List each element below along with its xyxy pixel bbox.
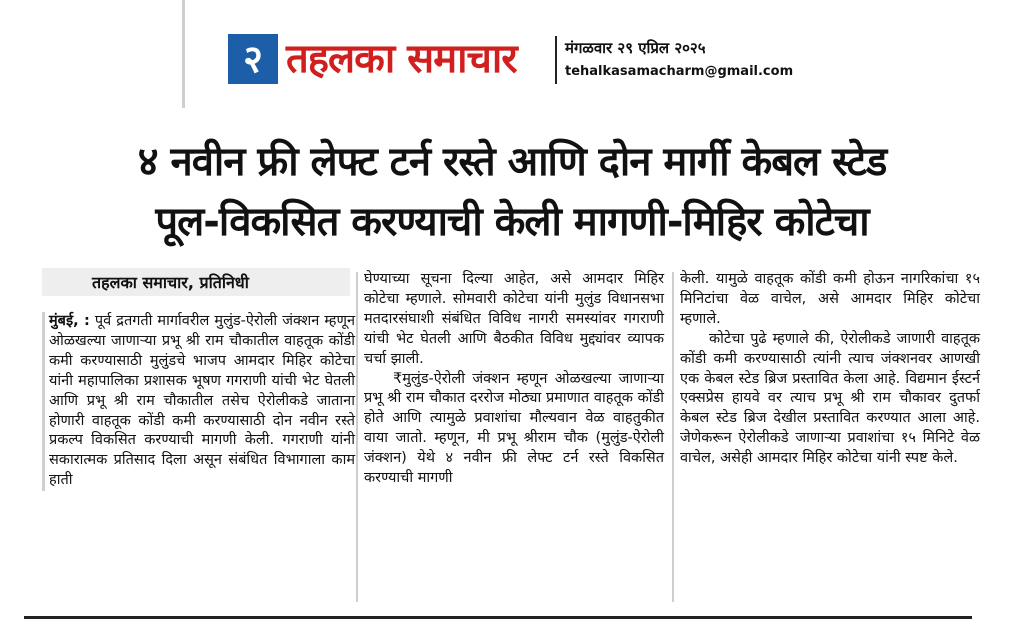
newspaper-logo: तहलका समाचार: [286, 36, 517, 82]
column-divider: [672, 272, 674, 602]
issue-date: मंगळवार २९ एप्रिल २०२५: [565, 39, 706, 57]
article-column-1: [42, 312, 355, 491]
left-margin-rule: [182, 0, 185, 108]
article-column-2: [364, 270, 664, 489]
headline-line-2: पूल-विकसित करण्याची केली मागणी-मिहिर कोटेचा: [155, 199, 869, 245]
article-column-3: [680, 270, 980, 469]
headline: [40, 132, 984, 252]
contact-email: tehalkasamacharm@gmail.com: [565, 64, 794, 79]
paragraph: घेण्याच्या सूचना दिल्या आहेत, असे आमदार मिहिर कोटेचा म्हणाले. सोमवारी कोटेचा यांनी मुलुंड विधानसभा मतदारसंघाशी संबंधित विविध नागरी समस्यांवर गगराणी यांची भेट घेतली आणि बैठकीत विविध मुद्द्यांवर व्यापक चर्चा झाली.: [364, 271, 664, 367]
paragraph: कोटेचा पुढे म्हणाले की, ऐरोलीकडे जाणारी वाहतूक कोंडी कमी करण्यासाठी त्यांनी त्याच जंक्शनवर आणखी एक केबल स्टेड ब्रिज प्रस्तावित केला आहे. विद्यमान ईस्टर्न एक्सप्रेस हायवे वर त्याच प्रभू श्री राम चौकावर दुतर्फा केबल स्टेड ब्रिज देखील प्रस्तावित करण्यात आला आहे. जेणेकरून ऐरोलीकडे जाणाऱ्या प्रवाशांचा १५ मिनिटे वेळ वाचेल, असेही आमदार मिहिर कोटेचा यांनी स्पष्ट केले.: [680, 330, 980, 467]
headline-line-1: ४ नवीन फ्री लेफ्ट टर्न रस्ते आणि दोन मार्गी केबल स्टेड: [137, 139, 887, 185]
masthead-divider: [555, 36, 557, 84]
column-divider: [356, 272, 358, 602]
paragraph: ₹मुलुंड-ऐरोली जंक्शन म्हणून ओळखल्या जाणाऱ्या प्रभू श्री राम चौकात दररोज मोठ्या प्रमाणात वाहतूक कोंडी होते आणि त्यामुळे प्रवाशांचा मौल्यवान वेळ वाहतुकीत वाया जातो. म्हणून, मी प्रभू श्रीराम चौक (मुलुंड-ऐरोली जंक्शन) येथे ४ नवीन फ्री लेफ्ट टर्न रस्ते विकसित करण्याची मागणी: [364, 370, 664, 487]
paragraph: [49, 312, 355, 491]
byline: तहलका समाचार, प्रतिनिधी: [92, 273, 249, 292]
paragraph: केली. यामुळे वाहतूक कोंडी कमी होऊन नागरिकांचा १५ मिनिटांचा वेळ वाचेल, असे आमदार मिहिर कोटेचा म्हणाले.: [680, 271, 980, 327]
dateline: मुंबई, :: [49, 313, 90, 329]
bottom-rule: [24, 616, 972, 619]
page-number-badge: २: [228, 34, 278, 84]
paragraph-text: पूर्व द्रतगती मार्गावरील मुलुंड-ऐरोली जंक्शन म्हणून ओळखल्या जाणाऱ्या प्रभू श्री राम चौकातील वाहतूक कोंडी कमी करण्यासाठी मुलुंडचे भाजप आमदार मिहिर कोटेचा यांनी महापालिका प्रशासक भूषण गगराणी यांची भेट घेतली आणि प्रभू श्री राम चौकातील तसेच ऐरोलीकडे जाताना होणारी वाहतूक कोंडी कमी करण्यासाठी दोन नवीन रस्ते प्रकल्प विकसित करण्याची मागणी केली. गगराणी यांनी सकारात्मक प्रतिसाद दिला असून संबंधित विभागाला काम हाती: [49, 313, 355, 489]
